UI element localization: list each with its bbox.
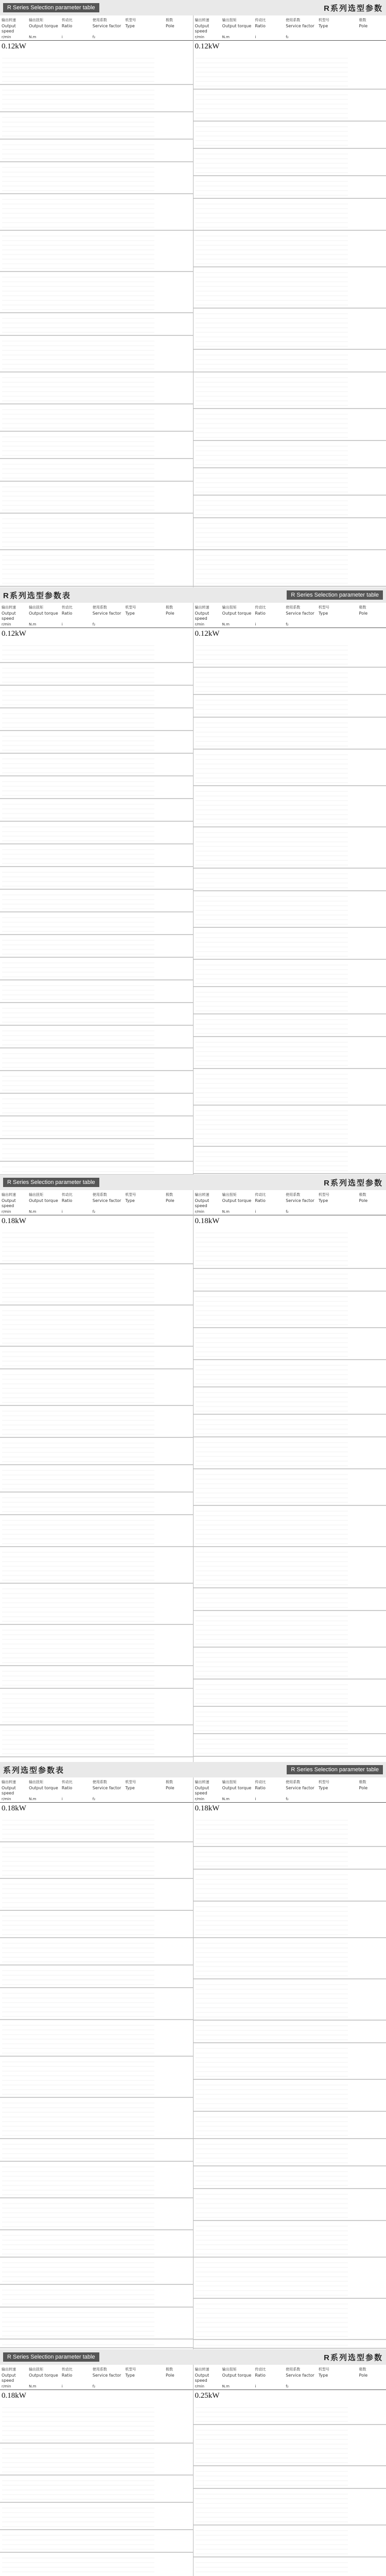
header-cn-cell: 极数 — [166, 605, 173, 609]
header-en-cell: Output torque — [29, 611, 58, 616]
header-units-cell: i — [61, 2384, 63, 2388]
header-cn-cell: 输出扭矩 — [222, 18, 237, 22]
header-en-cell: Output torque — [29, 2373, 58, 2378]
page-title-cn: R系列选型参数 — [324, 4, 383, 13]
header-en-cell: Ratio — [61, 1786, 73, 1790]
header-units-cell: N.m — [222, 35, 230, 39]
header-cn-cell: 输出扭矩 — [29, 1193, 44, 1197]
header-cn-cell: 传动比 — [255, 605, 266, 609]
parameter-table — [194, 603, 386, 1175]
header-units-cell: N.m — [29, 622, 37, 626]
header-en-cell: Type — [318, 611, 328, 616]
header-units-cell: f₂ — [286, 35, 289, 39]
table-header — [194, 603, 386, 628]
header-en-cell: Pole — [166, 1786, 174, 1790]
header-cn-cell: 输出扭矩 — [29, 2367, 44, 2371]
header-units-cell — [125, 1797, 166, 1801]
header-en-cell: Service factor — [286, 2373, 314, 2378]
table-body-rules — [0, 1815, 193, 2349]
header-cn-cell: 输出转速 — [195, 2367, 209, 2371]
header-en-cell: Ratio — [255, 1198, 266, 1203]
header-en-cell: Pole — [359, 611, 368, 616]
header-units-cell — [125, 1210, 166, 1214]
header-cn-cell: 极数 — [166, 18, 173, 22]
header-cn-cell: 使用系数 — [92, 1780, 107, 1784]
header-en-cell: Service factor — [92, 2373, 121, 2378]
header-units-cell: r/min — [195, 622, 204, 626]
header-units-cell — [166, 1797, 192, 1801]
header-units-cell — [319, 2384, 359, 2388]
page-title-bar — [0, 1762, 386, 1777]
parameter-table — [0, 1190, 194, 1762]
header-units-cell: f₂ — [92, 35, 96, 39]
catalog-page — [0, 0, 386, 587]
parameter-table — [0, 603, 194, 1175]
header-en-cell: Output speed — [2, 611, 16, 621]
header-en-cell: Pole — [359, 2373, 368, 2378]
header-units-cell: N.m — [222, 2384, 230, 2388]
header-en-cell: Service factor — [92, 1198, 121, 1203]
header-units-cell — [125, 2384, 166, 2388]
page-title-cn: R系列选型参数 — [324, 2353, 383, 2362]
header-cn-cell: 传动比 — [255, 18, 266, 22]
table-body-rules — [194, 53, 386, 587]
header-en-cell: Output torque — [29, 24, 58, 28]
header-en-cell: Pole — [359, 1786, 368, 1790]
header-cn-cell: 输出扭矩 — [222, 605, 237, 609]
table-body-rules — [194, 1815, 386, 2349]
header-cn-cell: 输出转速 — [195, 605, 209, 609]
header-units-cell — [125, 622, 166, 626]
header-cn-cell: 机型号 — [125, 1193, 136, 1197]
parameter-table — [0, 2365, 194, 2576]
header-en-cell: Ratio — [61, 2373, 73, 2378]
table-header — [0, 1190, 193, 1215]
header-units-cell: r/min — [195, 1210, 204, 1214]
header-units-cell: f₂ — [92, 2384, 96, 2388]
header-en-cell: Ratio — [255, 611, 266, 616]
header-units-cell — [319, 1210, 359, 1214]
header-cn-cell: 传动比 — [61, 605, 73, 609]
header-units-cell: i — [255, 1797, 256, 1801]
page-title-en: R Series Selection parameter table — [3, 3, 99, 12]
table-body-rules — [194, 640, 386, 1175]
header-cn-cell: 输出转速 — [2, 605, 16, 609]
header-en-cell: Type — [125, 2373, 135, 2378]
header-en-cell: Type — [125, 611, 135, 616]
header-cn-cell: 输出扭矩 — [222, 1780, 237, 1784]
header-en-cell: Type — [318, 2373, 328, 2378]
parameter-table — [0, 1777, 194, 2349]
header-cn-cell: 极数 — [359, 18, 366, 22]
header-cn-cell: 使用系数 — [286, 1193, 301, 1197]
header-en-cell: Service factor — [286, 24, 314, 28]
header-cn-cell: 机型号 — [318, 605, 329, 609]
header-en-cell: Ratio — [61, 611, 73, 616]
motor-power-label: 0.18kW — [195, 1217, 220, 1225]
header-en-cell: Ratio — [61, 24, 73, 28]
header-en-cell: Service factor — [92, 611, 121, 616]
header-cn-cell: 使用系数 — [286, 2367, 301, 2371]
header-en-cell: Service factor — [92, 1786, 121, 1790]
header-cn-cell: 极数 — [359, 605, 366, 609]
header-cn-cell: 使用系数 — [286, 605, 301, 609]
header-cn-cell: 输出转速 — [195, 18, 209, 22]
header-en-cell: Type — [318, 1786, 328, 1790]
header-en-cell: Output speed — [195, 1198, 209, 1208]
header-units-cell: f₂ — [286, 1797, 289, 1801]
header-units-cell: r/min — [195, 35, 204, 39]
header-cn-cell: 机型号 — [318, 2367, 329, 2371]
header-en-cell: Service factor — [286, 611, 314, 616]
header-units-cell — [319, 1797, 359, 1801]
header-units-cell: i — [61, 1210, 63, 1214]
header-units-cell: N.m — [29, 2384, 37, 2388]
header-en-cell: Output torque — [29, 1786, 58, 1790]
header-en-cell: Pole — [359, 24, 368, 28]
header-en-cell: Output torque — [29, 1198, 58, 1203]
header-en-cell: Output torque — [222, 611, 252, 616]
motor-power-label: 0.25kW — [195, 2392, 220, 2400]
header-units-cell — [166, 622, 192, 626]
header-cn-cell: 使用系数 — [286, 18, 301, 22]
header-cn-cell: 使用系数 — [92, 1193, 107, 1197]
header-units-cell: r/min — [2, 1210, 11, 1214]
header-en-cell: Output speed — [195, 1786, 209, 1795]
page-title-bar — [0, 2349, 386, 2365]
header-en-cell: Output speed — [2, 1198, 16, 1208]
header-cn-cell: 输出转速 — [2, 1193, 16, 1197]
header-cn-cell: 输出转速 — [195, 1193, 209, 1197]
table-header — [0, 603, 193, 628]
header-en-cell: Service factor — [286, 1198, 314, 1203]
header-en-cell: Output torque — [222, 1198, 252, 1203]
header-cn-cell: 机型号 — [318, 18, 329, 22]
catalog-page — [0, 587, 386, 1175]
header-cn-cell: 输出转速 — [2, 18, 16, 22]
header-cn-cell: 极数 — [166, 1780, 173, 1784]
header-units-cell: f₂ — [92, 1797, 96, 1801]
header-cn-cell: 输出扭矩 — [29, 18, 44, 22]
header-en-cell: Output torque — [222, 24, 252, 28]
motor-power-label: 0.18kW — [195, 1804, 220, 1812]
catalog-page — [0, 1762, 386, 2349]
header-cn-cell: 极数 — [166, 2367, 173, 2371]
header-en-cell: Pole — [359, 1198, 368, 1203]
header-units-cell: r/min — [195, 1797, 204, 1801]
header-cn-cell: 输出扭矩 — [222, 1193, 237, 1197]
table-body-rules — [0, 53, 193, 587]
table-header — [0, 15, 193, 41]
header-en-cell: Type — [318, 24, 328, 28]
header-units-cell — [359, 622, 386, 626]
table-body-rules — [194, 1227, 386, 1762]
header-units-cell: r/min — [195, 2384, 204, 2388]
header-units-cell — [319, 35, 359, 39]
header-units-cell: N.m — [222, 1210, 230, 1214]
header-cn-cell: 机型号 — [318, 1193, 329, 1197]
header-en-cell: Type — [125, 1198, 135, 1203]
table-header — [0, 1777, 193, 1803]
catalog-page — [0, 2349, 386, 2576]
header-units-cell: f₂ — [286, 622, 289, 626]
header-en-cell: Output speed — [2, 1786, 16, 1795]
motor-power-label: 0.18kW — [2, 1217, 26, 1225]
header-cn-cell: 使用系数 — [92, 18, 107, 22]
header-cn-cell: 极数 — [359, 1193, 366, 1197]
page-title-cn: 系列选型参数表 — [3, 1766, 65, 1775]
header-units-cell — [359, 1797, 386, 1801]
header-units-cell: r/min — [2, 1797, 11, 1801]
catalog-page — [0, 1175, 386, 1762]
header-en-cell: Output speed — [195, 2373, 209, 2383]
header-cn-cell: 传动比 — [61, 2367, 73, 2371]
header-units-cell — [359, 35, 386, 39]
header-units-cell — [166, 35, 192, 39]
header-units-cell: N.m — [29, 1210, 37, 1214]
header-en-cell: Output speed — [2, 2373, 16, 2383]
header-cn-cell: 机型号 — [318, 1780, 329, 1784]
header-units-cell: N.m — [222, 1797, 230, 1801]
table-header — [194, 1777, 386, 1803]
parameter-table — [194, 1777, 386, 2349]
page-title-en: R Series Selection parameter table — [287, 1765, 383, 1774]
parameter-table — [194, 2365, 386, 2576]
header-units-cell: f₂ — [286, 1210, 289, 1214]
header-cn-cell: 极数 — [166, 1193, 173, 1197]
header-units-cell: N.m — [29, 1797, 37, 1801]
header-en-cell: Ratio — [255, 1786, 266, 1790]
header-units-cell: f₂ — [286, 2384, 289, 2388]
header-cn-cell: 机型号 — [125, 18, 136, 22]
page-title-bar — [0, 1175, 386, 1190]
page-title-cn: R系列选型参数 — [324, 1178, 383, 1188]
header-cn-cell: 输出扭矩 — [29, 1780, 44, 1784]
header-units-cell: i — [255, 2384, 256, 2388]
header-cn-cell: 传动比 — [61, 1780, 73, 1784]
header-en-cell: Pole — [166, 24, 174, 28]
table-header — [194, 2365, 386, 2390]
parameter-table — [0, 15, 194, 587]
header-units-cell: i — [61, 622, 63, 626]
header-cn-cell: 输出转速 — [2, 1780, 16, 1784]
header-en-cell: Output speed — [2, 24, 16, 33]
header-cn-cell: 极数 — [359, 2367, 366, 2371]
header-units-cell: r/min — [2, 35, 11, 39]
header-cn-cell: 机型号 — [125, 605, 136, 609]
header-cn-cell: 传动比 — [255, 2367, 266, 2371]
table-body-rules — [0, 640, 193, 1175]
page-title-bar — [0, 0, 386, 15]
header-units-cell: N.m — [29, 35, 37, 39]
table-body-rules — [0, 2402, 193, 2576]
table-body-rules — [0, 1227, 193, 1762]
header-cn-cell: 使用系数 — [286, 1780, 301, 1784]
header-cn-cell: 机型号 — [125, 2367, 136, 2371]
header-en-cell: Output torque — [222, 2373, 252, 2378]
header-en-cell: Output speed — [195, 24, 209, 33]
header-units-cell: i — [61, 35, 63, 39]
header-cn-cell: 机型号 — [125, 1780, 136, 1784]
page-title-cn: R系列选型参数表 — [3, 591, 71, 600]
page-title-en: R Series Selection parameter table — [3, 1178, 99, 1187]
header-units-cell: i — [255, 1210, 256, 1214]
header-cn-cell: 使用系数 — [92, 2367, 107, 2371]
header-en-cell: Type — [318, 1198, 328, 1203]
header-units-cell: N.m — [222, 622, 230, 626]
motor-power-label: 0.18kW — [2, 1804, 26, 1812]
parameter-table — [194, 15, 386, 587]
table-header — [194, 1190, 386, 1215]
header-cn-cell: 传动比 — [255, 1193, 266, 1197]
header-en-cell: Pole — [166, 1198, 174, 1203]
header-cn-cell: 输出扭矩 — [222, 2367, 237, 2371]
table-header — [194, 15, 386, 41]
header-en-cell: Service factor — [286, 1786, 314, 1790]
page-title-bar — [0, 587, 386, 603]
header-en-cell: Ratio — [255, 24, 266, 28]
header-units-cell — [359, 1210, 386, 1214]
header-cn-cell: 传动比 — [61, 1193, 73, 1197]
header-units-cell: r/min — [2, 622, 11, 626]
header-en-cell: Pole — [166, 2373, 174, 2378]
motor-power-label: 0.12kW — [195, 42, 220, 50]
header-cn-cell: 输出扭矩 — [29, 605, 44, 609]
motor-power-label: 0.12kW — [2, 42, 26, 50]
header-units-cell: i — [255, 622, 256, 626]
page-title-en: R Series Selection parameter table — [3, 2352, 99, 2362]
header-en-cell: Type — [125, 1786, 135, 1790]
motor-power-label: 0.12kW — [195, 630, 220, 638]
header-en-cell: Ratio — [61, 1198, 73, 1203]
header-en-cell: Output speed — [195, 611, 209, 621]
table-body-rules — [194, 2402, 386, 2576]
header-units-cell: r/min — [2, 2384, 11, 2388]
header-cn-cell: 传动比 — [61, 18, 73, 22]
header-units-cell: f₂ — [92, 622, 96, 626]
motor-power-label: 0.18kW — [2, 2392, 26, 2400]
header-cn-cell: 输出转速 — [195, 1780, 209, 1784]
header-units-cell: f₂ — [92, 1210, 96, 1214]
header-en-cell: Service factor — [92, 24, 121, 28]
table-header — [0, 2365, 193, 2390]
header-en-cell: Pole — [166, 611, 174, 616]
header-units-cell — [359, 2384, 386, 2388]
header-en-cell: Type — [125, 24, 135, 28]
header-en-cell: Ratio — [255, 2373, 266, 2378]
header-units-cell — [166, 1210, 192, 1214]
header-cn-cell: 输出转速 — [2, 2367, 16, 2371]
header-units-cell — [166, 2384, 192, 2388]
header-units-cell: i — [61, 1797, 63, 1801]
header-cn-cell: 使用系数 — [92, 605, 107, 609]
header-units-cell: i — [255, 35, 256, 39]
header-cn-cell: 传动比 — [255, 1780, 266, 1784]
header-units-cell — [125, 35, 166, 39]
motor-power-label: 0.12kW — [2, 630, 26, 638]
header-cn-cell: 极数 — [359, 1780, 366, 1784]
header-units-cell — [319, 622, 359, 626]
parameter-table — [194, 1190, 386, 1762]
header-en-cell: Output torque — [222, 1786, 252, 1790]
page-title-en: R Series Selection parameter table — [287, 590, 383, 600]
